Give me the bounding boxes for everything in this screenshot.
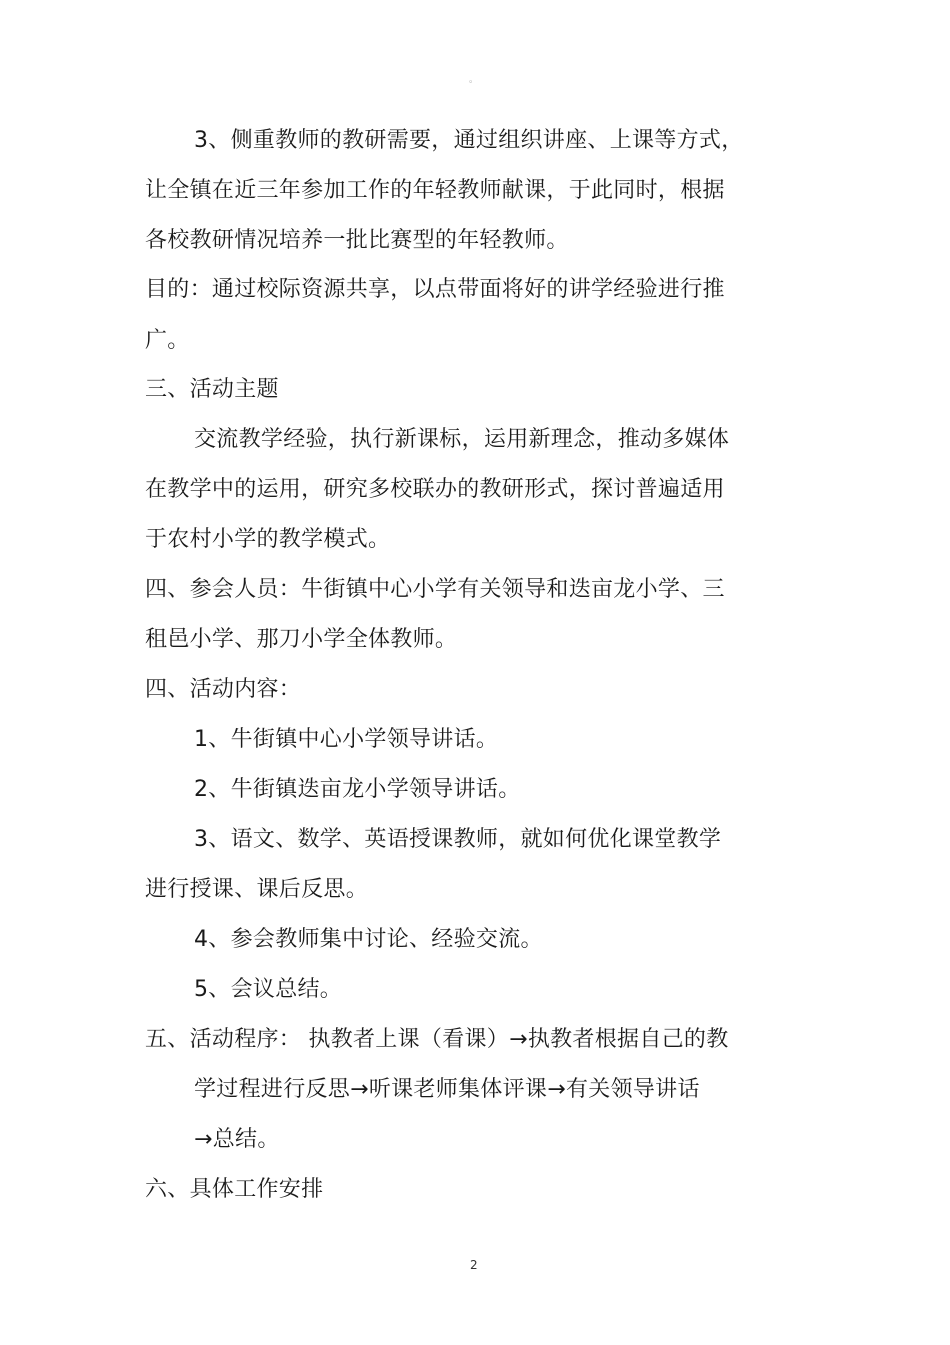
section-heading-procedure: 五、活动程序： 执教者上课（看课）→执教者根据自己的教: [145, 1027, 729, 1052]
page-number: 2: [470, 1258, 478, 1272]
text-line-3: 各校教研情况培养一批比赛型的年轻教师。: [145, 228, 569, 253]
list-item-2: 2、牛街镇迭亩龙小学领导讲话。: [194, 777, 521, 802]
procedure-line-3: →总结。: [194, 1127, 280, 1152]
list-item-3-cont: 进行授课、课后反思。: [145, 877, 369, 902]
section-heading-arrangement: 六、具体工作安排: [145, 1177, 324, 1202]
section-heading-content: 四、活动内容：: [145, 677, 302, 702]
text-line-4: 目的：通过校际资源共享，以点带面将好的讲学经验进行推: [145, 277, 725, 302]
procedure-line-2: 学过程进行反思→听课老师集体评课→有关领导讲话: [194, 1077, 700, 1102]
list-item-3: 3、语文、数学、英语授课教师，就如何优化课堂教学: [194, 827, 722, 852]
text-line-11: 租邑小学、那刀小学全体教师。: [145, 627, 458, 652]
text-line-9: 于农村小学的教学模式。: [145, 527, 391, 552]
list-item-5: 5、会议总结。: [194, 977, 343, 1002]
text-line-5: 广。: [145, 328, 190, 353]
text-line-1: 3、侧重教师的教研需要，通过组织讲座、上课等方式，: [194, 128, 744, 153]
header-dot: 。: [469, 75, 479, 85]
list-item-4: 4、参会教师集中讨论、经验交流。: [194, 927, 543, 952]
text-line-2: 让全镇在近三年参加工作的年轻教师献课，于此同时，根据: [145, 178, 725, 203]
section-heading-attendees: 四、参会人员：牛街镇中心小学有关领导和迭亩龙小学、三: [145, 577, 725, 602]
text-line-7: 交流教学经验，执行新课标，运用新理念，推动多媒体: [194, 427, 730, 452]
list-item-1: 1、牛街镇中心小学领导讲话。: [194, 727, 499, 752]
text-line-8: 在教学中的运用，研究多校联办的教研形式，探讨普遍适用: [145, 477, 725, 502]
section-heading-theme: 三、活动主题: [145, 377, 279, 402]
